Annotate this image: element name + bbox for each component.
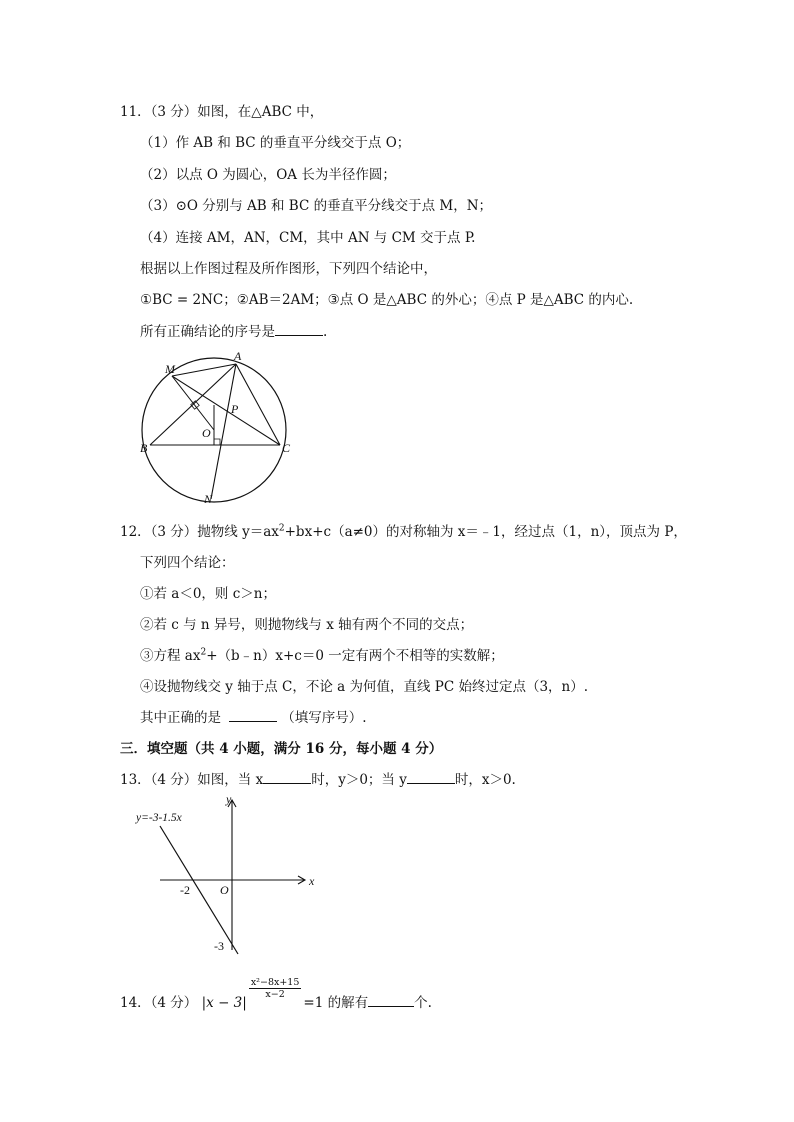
q11-conclusions: ①BC = 2NC；②AB＝2AM；③点 O 是△ABC 的外心；④点 P 是△ABC 的内心.: [140, 292, 634, 308]
label-a: A: [234, 349, 242, 363]
label-n: N: [204, 492, 213, 506]
q11-step1: （1）作 AB 和 BC 的垂直平分线交于点 O；: [140, 135, 411, 151]
label-equation: y=-3-1.5x: [136, 812, 182, 824]
q14-post: =1 的解有: [303, 995, 369, 1011]
label-p: P: [231, 402, 239, 416]
q14-abs: |x − 3|: [201, 995, 247, 1011]
q14-denominator: x−2: [265, 989, 285, 1000]
label-y-axis: y: [226, 792, 232, 806]
q12-stem-pre: 12．（3 分）抛物线 y＝ax: [120, 524, 279, 540]
label-b: B: [140, 441, 148, 455]
q14-pre: 14．（4 分）: [120, 995, 198, 1011]
q11-ask-text: 所有正确结论的序号是: [140, 324, 275, 340]
q12-c4: ④设抛物线交 y 轴于点 C，不论 a 为何值，直线 PC 始终过定点（3，n）.: [140, 679, 589, 695]
q13-p1: 13．（4 分）如图，当 x: [120, 772, 264, 788]
q14-stem: [120, 977, 432, 1017]
q11-step2: （2）以点 O 为圆心，OA 长为半径作圆；: [140, 167, 396, 183]
q12-c2: ②若 c 与 n 异号，则抛物线与 x 轴有两个不同的交点；: [140, 617, 474, 633]
q12-c3-sup: 2: [200, 647, 207, 658]
q14-end: 个.: [414, 995, 432, 1011]
label-o: O: [202, 426, 211, 440]
q11-step4: （4）连接 AM，AN，CM，其中 AN 与 CM 交于点 P.: [140, 230, 476, 246]
label-x-axis: x: [309, 874, 315, 888]
q12-c3-pre: ③方程 ax: [140, 648, 201, 664]
q12-ask-end: （填写序号）.: [281, 710, 367, 726]
q11-ask-end: .: [323, 324, 328, 340]
q11-stem: 11．（3 分）如图，在△ABC 中，: [120, 104, 324, 120]
q12-ask-text: 其中正确的是: [140, 710, 221, 726]
q12-lead: 下列四个结论：: [140, 555, 235, 571]
label-m: M: [165, 362, 175, 376]
section-title: 三．填空题（共 4 小题，满分 16 分，每小题 4 分）: [120, 741, 443, 757]
answer-blank[interactable]: [368, 994, 414, 1007]
q14-numerator: x²−8x+15: [250, 977, 300, 988]
label-c: C: [282, 441, 291, 455]
label-y-intercept: -3: [214, 939, 224, 953]
label-origin: O: [220, 883, 229, 897]
q13-p2: 时，y＞0；当 y: [311, 772, 407, 788]
q14-exponent-fraction: [249, 977, 302, 1000]
label-x-intercept: -2: [180, 883, 190, 897]
q12-stem-sup: 2: [278, 523, 285, 534]
q12-c3-post: +（b﹣n）x+c＝0 一定有两个不相等的实数解；: [206, 648, 504, 664]
q12-stem-post: +bx+c（a≠0）的对称轴为 x＝﹣1，经过点（1，n），顶点为 P，: [284, 524, 687, 540]
q11-step3: （3）⊙O 分别与 AB 和 BC 的垂直平分线交于点 M，N；: [140, 198, 493, 214]
q11-lead: 根据以上作图过程及所作图形，下列四个结论中，: [140, 261, 437, 277]
q13-p3: 时，x＞0.: [454, 772, 516, 788]
q12-c1: ①若 a＜0，则 c＞n；: [140, 586, 276, 602]
